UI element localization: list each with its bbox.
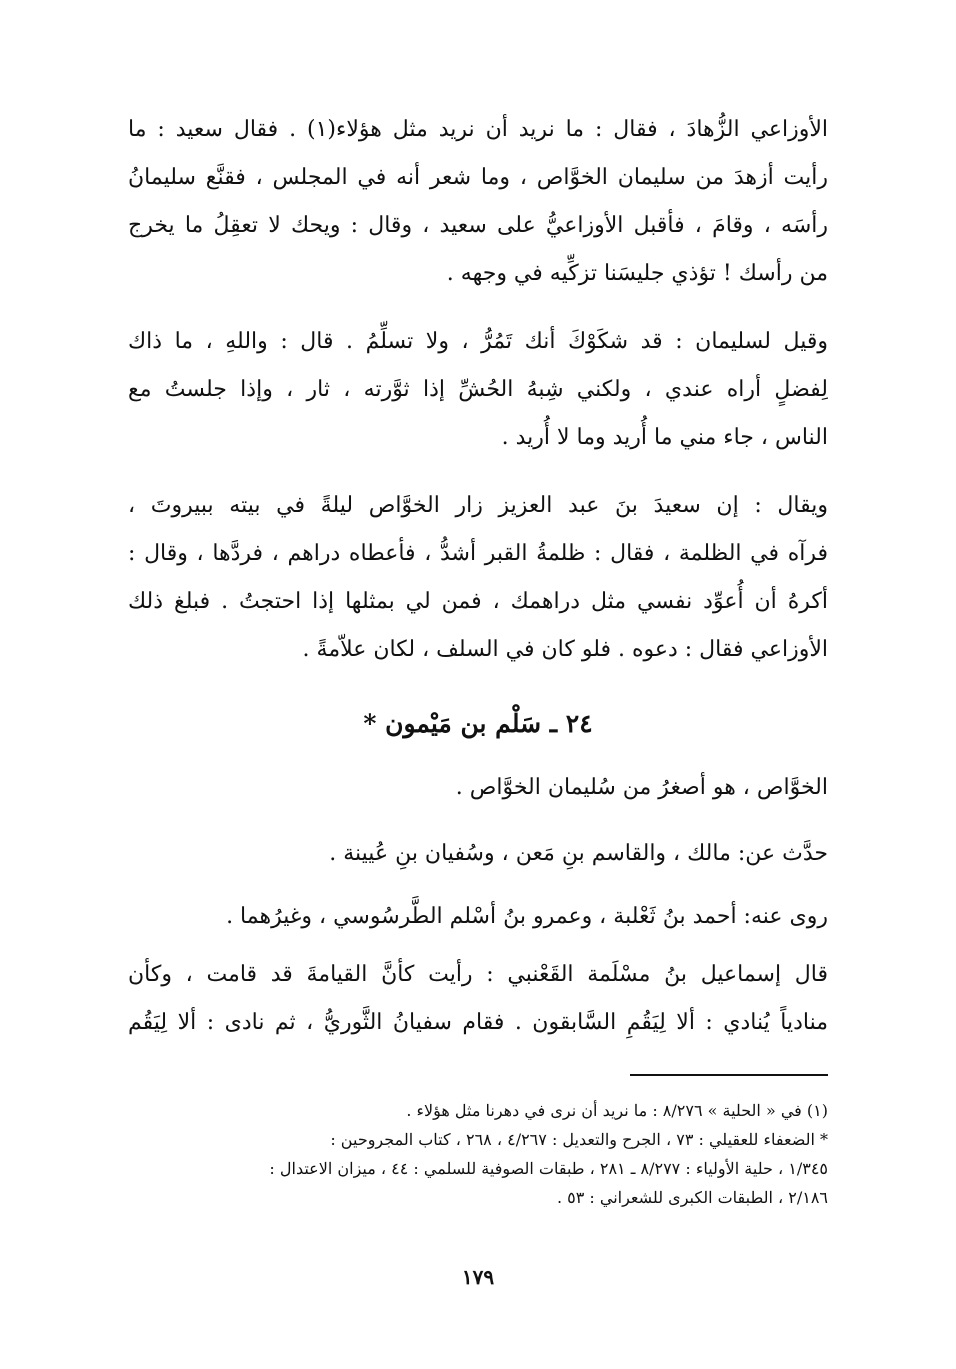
text-line: الناس ، جاء مني ما أُريد وما لا أُريد .: [501, 425, 828, 450]
footnote-line: (١) في « الحلية » ٨/٢٧٦ : ما نريد أن نرى في دهرنا مثل هؤلاء .: [406, 1101, 828, 1120]
page-number: ١٧٩: [461, 1265, 495, 1289]
text-line: وقيل لسليمان : قد شكَوْكَ أنك تَمُرُّ ، ولا تسلِّمُ . قال : واللهِ ، ما ذاك: [128, 329, 828, 354]
entry-heading: ٢٤ ـ سَلْم بن مَيْمون *: [363, 709, 593, 738]
text-line: الخوَّاص ، هو أصغرُ من سُليمان الخوَّاص .: [455, 775, 828, 800]
text-line: ويقال : إن سعيدَ بنَ عبد العزيز زار الخوَّاص ليلةً في بيته ببيروتَ ،: [128, 493, 828, 518]
footnote-line: ١/٣٤٥ ، حلية الأولياء : ٨/٢٧٧ ـ ٢٨١ ، طبقات الصوفية للسلمي : ٤٤ ، ميزان الاعتدال :: [269, 1159, 828, 1178]
entry-narrated-from: [128, 830, 828, 878]
paragraph-awzai-praise: [128, 106, 828, 298]
footnote-separator: [630, 1074, 828, 1076]
text-line: رأيت أزهدَ من سليمان الخوَّاص ، وما شعر أنه في المجلس ، فقنَّع سليمانُ: [128, 165, 828, 190]
entry-identity: [128, 764, 828, 812]
text-line: روى عنه: أحمد بنُ ثَعْلبة ، وعمرو بنُ أسْلم الطَّرسُوسي ، وغيرُهما .: [226, 904, 828, 929]
text-line: منادياً يُنادي : ألا لِيَقُمِ السَّابقون . فقام سفيانُ الثَّوريُّ ، ثم نادى : ألا لِيَقُم: [128, 1010, 828, 1035]
footnote-line: * الضعفاء للعقيلي : ٧٣ ، الجرح والتعديل : ٤/٢٦٧ ، ٢٦٨ ، كتاب المجروحين :: [330, 1130, 828, 1149]
footnote-line: ٢/١٨٦ ، الطبقات الكبرى للشعراني : ٥٣ .: [556, 1188, 828, 1207]
paragraph-qanabi-dream: [128, 951, 828, 1047]
paragraph-said-visit: [128, 482, 828, 674]
text-line: فرآه في الظلمة ، فقال : ظلمةُ القبر أشدُّ ، فأعطاه دراهم ، فردَّها ، وقال :: [128, 541, 828, 566]
text-line: قال إسماعيل بنُ مسْلَمة القَعْنبي : رأيت كأنَّ القيامةَ قد قامت ، وكأن: [128, 962, 828, 987]
text-line: رأسَه ، وقامَ ، فأقبل الأوزاعيُّ على سعيد ، وقال : ويحك لا تعقِلُ ما يخرج: [128, 213, 828, 238]
text-line: أكرهُ أن أُعوِّد نفسي مثل دراهمك ، فمن لي بمثلها إذا احتجتُ . فبلغ ذلك: [128, 589, 828, 614]
text-line: حدَّث عن: مالك ، والقاسم بنِ مَعن ، وسُفيان بنِ عُيينة .: [329, 841, 828, 866]
footnotes: [128, 1096, 828, 1212]
entry-narrated-by: [128, 893, 828, 941]
text-line: الأوزاعي الزُّهادَ ، فقال : ما نريد أن نريد مثل هؤلاء(١) . فقال سعيد : ما: [128, 117, 828, 142]
paragraph-sulayman-greeting: [128, 318, 828, 462]
text-line: من رأسك ! تؤذي جليسَنا تزكِّيه في وجهه .: [446, 261, 828, 286]
text-line: الأوزاعي فقال : دعوه . فلو كان في السلف ، لكان علاّمةً .: [302, 637, 828, 662]
text-line: لِفضلٍ أراه عندي ، ولكني شِبهُ الحُشِّ إذا ثوَّرته ، ثار ، وإذا جلستُ مع: [128, 377, 828, 402]
